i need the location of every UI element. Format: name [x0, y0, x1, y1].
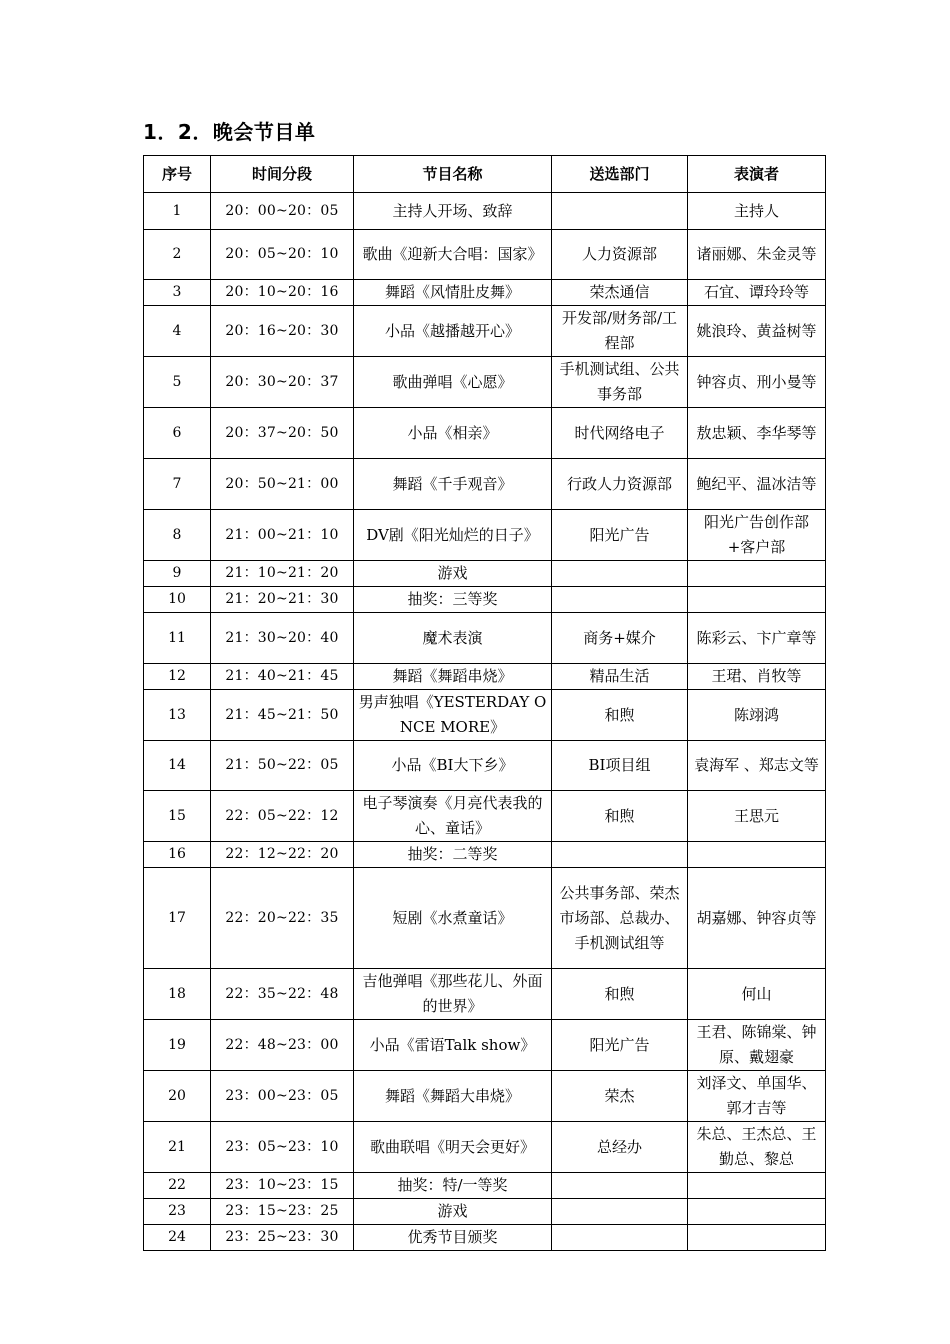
cell-program: 抽奖：二等奖	[354, 842, 552, 868]
cell-program: 游戏	[354, 1199, 552, 1225]
cell-number: 24	[144, 1225, 211, 1251]
header-department: 送选部门	[552, 156, 688, 193]
cell-program: 主持人开场、致辞	[354, 193, 552, 230]
cell-program: 小品《雷语Talk show》	[354, 1020, 552, 1071]
cell-performer: 王君、陈锦棠、钟原、戴翅豪	[688, 1020, 826, 1071]
table-row	[144, 193, 826, 230]
cell-department: 行政人力资源部	[552, 459, 688, 510]
table-row	[144, 969, 826, 1020]
cell-program: 男声独唱《YESTERDAY ONCE MORE》	[354, 690, 552, 741]
table-row	[144, 587, 826, 613]
table-row	[144, 613, 826, 664]
cell-time: 20：10~20：16	[211, 280, 354, 306]
table-row	[144, 868, 826, 969]
cell-program: 舞蹈《舞蹈大串烧》	[354, 1071, 552, 1122]
cell-performer: 阳光广告创作部+客户部	[688, 510, 826, 561]
cell-number: 13	[144, 690, 211, 741]
cell-time: 21：30~20：40	[211, 613, 354, 664]
cell-performer: 敖忠颖、李华琴等	[688, 408, 826, 459]
cell-number: 9	[144, 561, 211, 587]
cell-program: 小品《BI大下乡》	[354, 741, 552, 791]
cell-time: 22：12~22：20	[211, 842, 354, 868]
cell-time: 23：25~23：30	[211, 1225, 354, 1251]
cell-department	[552, 1225, 688, 1251]
cell-time: 22：48~23：00	[211, 1020, 354, 1071]
cell-department	[552, 842, 688, 868]
cell-time: 21：40~21：45	[211, 664, 354, 690]
cell-time: 23：00~23：05	[211, 1071, 354, 1122]
cell-number: 8	[144, 510, 211, 561]
table-row	[144, 842, 826, 868]
cell-program: 歌曲《迎新大合唱：国家》	[354, 230, 552, 280]
cell-department: 人力资源部	[552, 230, 688, 280]
cell-time: 22：20~22：35	[211, 868, 354, 969]
cell-time: 20：05~20：10	[211, 230, 354, 280]
cell-program: 歌曲弹唱《心愿》	[354, 357, 552, 408]
cell-performer: 诸丽娜、朱金灵等	[688, 230, 826, 280]
table-row	[144, 459, 826, 510]
cell-time: 21：45~21：50	[211, 690, 354, 741]
cell-department: 时代网络电子	[552, 408, 688, 459]
cell-number: 23	[144, 1199, 211, 1225]
cell-department	[552, 587, 688, 613]
header-number: 序号	[144, 156, 211, 193]
cell-program: 优秀节目颁奖	[354, 1225, 552, 1251]
cell-department	[552, 1173, 688, 1199]
cell-performer: 姚浪玲、黄益树等	[688, 306, 826, 357]
cell-time: 21：50~22：05	[211, 741, 354, 791]
cell-time: 21：20~21：30	[211, 587, 354, 613]
table-row	[144, 690, 826, 741]
cell-number: 5	[144, 357, 211, 408]
cell-performer: 陈彩云、卞广章等	[688, 613, 826, 664]
table-row	[144, 561, 826, 587]
cell-number: 2	[144, 230, 211, 280]
cell-program: 舞蹈《风情肚皮舞》	[354, 280, 552, 306]
cell-performer: 朱总、王杰总、王勤总、黎总	[688, 1122, 826, 1173]
cell-program: 歌曲联唱《明天会更好》	[354, 1122, 552, 1173]
cell-department: 和煦	[552, 690, 688, 741]
cell-program: 舞蹈《舞蹈串烧》	[354, 664, 552, 690]
cell-number: 6	[144, 408, 211, 459]
header-program: 节目名称	[354, 156, 552, 193]
cell-number: 12	[144, 664, 211, 690]
cell-performer: 胡嘉娜、钟容贞等	[688, 868, 826, 969]
header-performer: 表演者	[688, 156, 826, 193]
cell-performer	[688, 1199, 826, 1225]
cell-performer	[688, 1173, 826, 1199]
table-row	[144, 791, 826, 842]
table-row	[144, 230, 826, 280]
cell-program: 短剧《水煮童话》	[354, 868, 552, 969]
cell-program: 魔术表演	[354, 613, 552, 664]
cell-number: 14	[144, 741, 211, 791]
section-heading: 1．2．晚会节目单	[143, 120, 316, 144]
cell-department: 商务+媒介	[552, 613, 688, 664]
cell-performer: 王珺、肖牧等	[688, 664, 826, 690]
cell-number: 11	[144, 613, 211, 664]
cell-department	[552, 193, 688, 230]
cell-number: 3	[144, 280, 211, 306]
cell-program: DV剧《阳光灿烂的日子》	[354, 510, 552, 561]
cell-time: 23：10~23：15	[211, 1173, 354, 1199]
table-row	[144, 1173, 826, 1199]
cell-performer	[688, 842, 826, 868]
header-time: 时间分段	[211, 156, 354, 193]
table-row	[144, 510, 826, 561]
cell-department: 阳光广告	[552, 510, 688, 561]
cell-number: 10	[144, 587, 211, 613]
table-row	[144, 1122, 826, 1173]
cell-program: 抽奖：三等奖	[354, 587, 552, 613]
cell-time: 20：16~20：30	[211, 306, 354, 357]
cell-department: 总经办	[552, 1122, 688, 1173]
cell-time: 23：15~23：25	[211, 1199, 354, 1225]
cell-department	[552, 561, 688, 587]
cell-time: 20：50~21：00	[211, 459, 354, 510]
program-table-body	[144, 193, 826, 1251]
cell-performer	[688, 1225, 826, 1251]
cell-performer: 主持人	[688, 193, 826, 230]
cell-program: 游戏	[354, 561, 552, 587]
cell-performer: 钟容贞、刑小曼等	[688, 357, 826, 408]
cell-program: 小品《相亲》	[354, 408, 552, 459]
cell-performer	[688, 561, 826, 587]
cell-time: 20：00~20：05	[211, 193, 354, 230]
cell-time: 22：35~22：48	[211, 969, 354, 1020]
program-table	[143, 155, 826, 1251]
cell-number: 17	[144, 868, 211, 969]
cell-number: 19	[144, 1020, 211, 1071]
table-row	[144, 1225, 826, 1251]
cell-performer: 石宜、谭玲玲等	[688, 280, 826, 306]
cell-performer	[688, 587, 826, 613]
cell-number: 4	[144, 306, 211, 357]
cell-department: 手机测试组、公共事务部	[552, 357, 688, 408]
cell-department: 和煦	[552, 791, 688, 842]
cell-number: 15	[144, 791, 211, 842]
cell-number: 20	[144, 1071, 211, 1122]
cell-department: BI项目组	[552, 741, 688, 791]
table-row	[144, 1071, 826, 1122]
cell-time: 20：30~20：37	[211, 357, 354, 408]
cell-program: 电子琴演奏《月亮代表我的心、童话》	[354, 791, 552, 842]
table-row	[144, 280, 826, 306]
cell-department: 和煦	[552, 969, 688, 1020]
cell-department: 公共事务部、荣杰市场部、总裁办、手机测试组等	[552, 868, 688, 969]
cell-time: 21：00~21：10	[211, 510, 354, 561]
table-row	[144, 1199, 826, 1225]
cell-performer: 袁海军 、郑志文等	[688, 741, 826, 791]
cell-department: 精品生活	[552, 664, 688, 690]
cell-department: 荣杰	[552, 1071, 688, 1122]
table-row	[144, 741, 826, 791]
cell-time: 21：10~21：20	[211, 561, 354, 587]
cell-time: 23：05~23：10	[211, 1122, 354, 1173]
cell-department	[552, 1199, 688, 1225]
cell-performer: 刘泽文、单国华、郭才吉等	[688, 1071, 826, 1122]
cell-number: 1	[144, 193, 211, 230]
table-row	[144, 357, 826, 408]
cell-time: 22：05~22：12	[211, 791, 354, 842]
table-row	[144, 664, 826, 690]
cell-number: 7	[144, 459, 211, 510]
table-row	[144, 306, 826, 357]
cell-program: 舞蹈《千手观音》	[354, 459, 552, 510]
cell-performer: 陈翊鸿	[688, 690, 826, 741]
cell-program: 小品《越播越开心》	[354, 306, 552, 357]
table-header-row	[144, 156, 826, 193]
cell-department: 开发部/财务部/工程部	[552, 306, 688, 357]
cell-number: 22	[144, 1173, 211, 1199]
cell-department: 阳光广告	[552, 1020, 688, 1071]
cell-number: 21	[144, 1122, 211, 1173]
table-row	[144, 408, 826, 459]
cell-department: 荣杰通信	[552, 280, 688, 306]
cell-performer: 鲍纪平、温冰洁等	[688, 459, 826, 510]
table-row	[144, 1020, 826, 1071]
cell-number: 18	[144, 969, 211, 1020]
cell-program: 吉他弹唱《那些花儿、外面的世界》	[354, 969, 552, 1020]
cell-program: 抽奖：特/一等奖	[354, 1173, 552, 1199]
cell-number: 16	[144, 842, 211, 868]
cell-performer: 王思元	[688, 791, 826, 842]
cell-time: 20：37~20：50	[211, 408, 354, 459]
cell-performer: 何山	[688, 969, 826, 1020]
